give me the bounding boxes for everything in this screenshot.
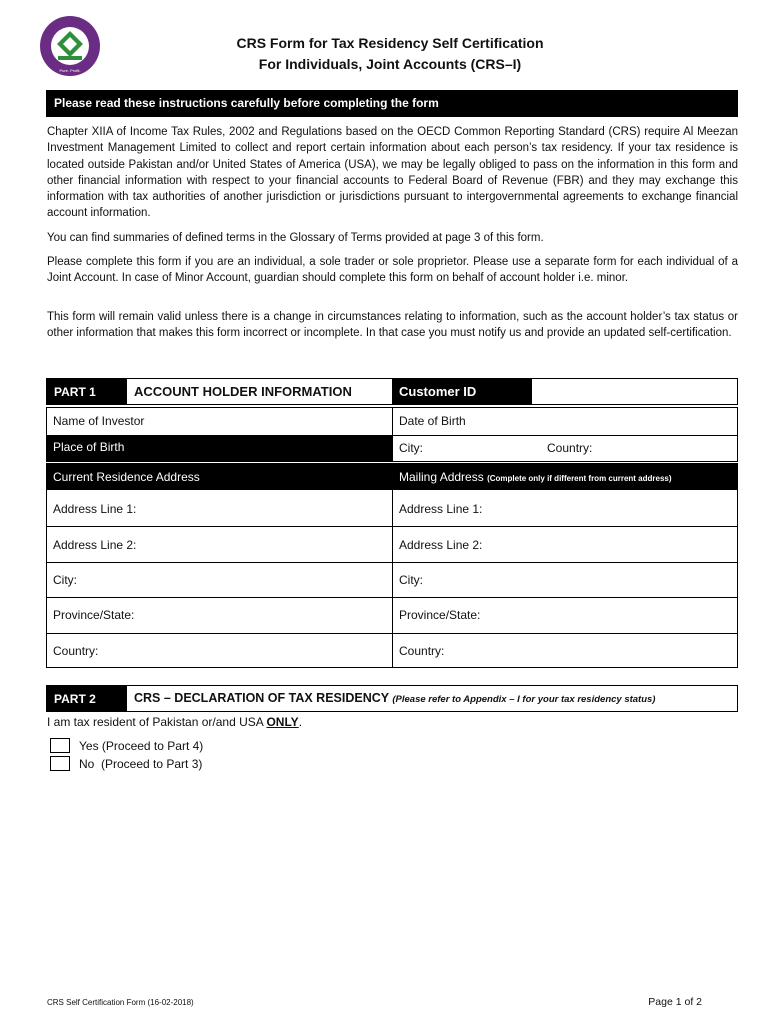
current-city-label: City: <box>53 573 77 587</box>
yes-checkbox[interactable] <box>50 738 70 753</box>
part2-heading-text: CRS – DECLARATION OF TAX RESIDENCY <box>134 691 389 705</box>
instructions-paragraph-4: This form will remain valid unless there is a change in circumstances relating to information, such as the account holder’s tax status or other information that makes this form incorrect or incomplete. In that case you must notify us and provide an updated self-certification. <box>47 311 738 340</box>
birth-country-label: Country: <box>547 441 593 455</box>
instructions-paragraph-2: You can find summaries of defined terms in the Glossary of Terms provided at page 3 of this form. <box>47 232 544 244</box>
part2-header-row <box>46 685 738 712</box>
name-of-investor-label: Name of Investor <box>53 414 145 428</box>
no-checkbox[interactable] <box>50 756 70 771</box>
current-country-label: Country: <box>53 644 99 658</box>
customer-id-field[interactable] <box>532 379 737 404</box>
tax-resident-statement: I am tax resident of Pakistan or/and USA ONLY. <box>47 715 303 729</box>
part1-label: PART 1 <box>47 379 127 404</box>
current-address-heading: Current Residence Address <box>53 470 200 484</box>
current-province-label: Province/State: <box>53 608 135 622</box>
part1-header-row <box>46 378 738 405</box>
mailing-address-heading <box>399 470 672 484</box>
mailing-country-label: Country: <box>399 644 445 658</box>
part2-heading-note: (Please refer to Appendix – I for your tax residency status) <box>392 694 656 705</box>
mailing-address-line1-label: Address Line 1: <box>399 502 483 516</box>
form-code: CRS Self Certification Form (16-02-2018) <box>47 998 194 1007</box>
yes-option-label: Yes (Proceed to Part 4) <box>79 739 204 753</box>
part1-address-grid <box>46 463 738 668</box>
mailing-address-note: (Complete only if different from current address) <box>487 474 672 483</box>
instructions-banner: Please read these instructions carefully before completing the form <box>46 90 738 117</box>
birth-city-label: City: <box>399 441 423 455</box>
form-title: CRS Form for Tax Residency Self Certification <box>236 35 544 51</box>
form-subtitle: For Individuals, Joint Accounts (CRS–I) <box>258 56 522 72</box>
customer-id-label: Customer ID <box>392 379 532 404</box>
part1-heading: ACCOUNT HOLDER INFORMATION <box>134 384 352 399</box>
part1-personal-grid <box>46 407 738 462</box>
current-address-line2-label: Address Line 2: <box>53 538 137 552</box>
part2-label: PART 2 <box>47 686 127 711</box>
current-address-line1-label: Address Line 1: <box>53 502 137 516</box>
svg-text:Pure. Profit.: Pure. Profit. <box>59 68 81 73</box>
part2-heading <box>127 686 737 711</box>
mailing-address-title: Mailing Address <box>399 470 484 484</box>
mailing-city-label: City: <box>399 573 423 587</box>
no-option-label: No (Proceed to Part 3) <box>79 757 203 771</box>
instructions-paragraph-1: Chapter XIIA of Income Tax Rules, 2002 and Regulations based on the OECD Common Reporting Standard (CRS) require Al Meezan Investment Management Limited to collect and report certain information about each person’s tax residency. If your tax residence is located outside Pakistan and/or United States of America (USA), we may be legally obliged to pass on the information in this form and other financial information with respect to your financial accounts to Federal Board of Revenue (FBR) and they may exchange this information with tax authorities of another jurisdiction or jurisdictions pursuant to intergovernmental agreements to exchange financial account information. <box>47 126 738 220</box>
mailing-province-label: Province/State: <box>399 608 481 622</box>
page-number: Page 1 of 2 <box>648 996 702 1008</box>
date-of-birth-label: Date of Birth <box>399 414 466 428</box>
instructions-paragraph-3: Please complete this form if you are an individual, a sole trader or sole proprietor. Please use a separate form for each individual of a Joint Account. In case of Minor Account, guardian should complete this form on behalf of account holder i.e. minor. <box>47 256 738 285</box>
mailing-address-line2-label: Address Line 2: <box>399 538 483 552</box>
almeezan-logo <box>38 14 102 78</box>
place-of-birth-label: Place of Birth <box>53 440 125 454</box>
